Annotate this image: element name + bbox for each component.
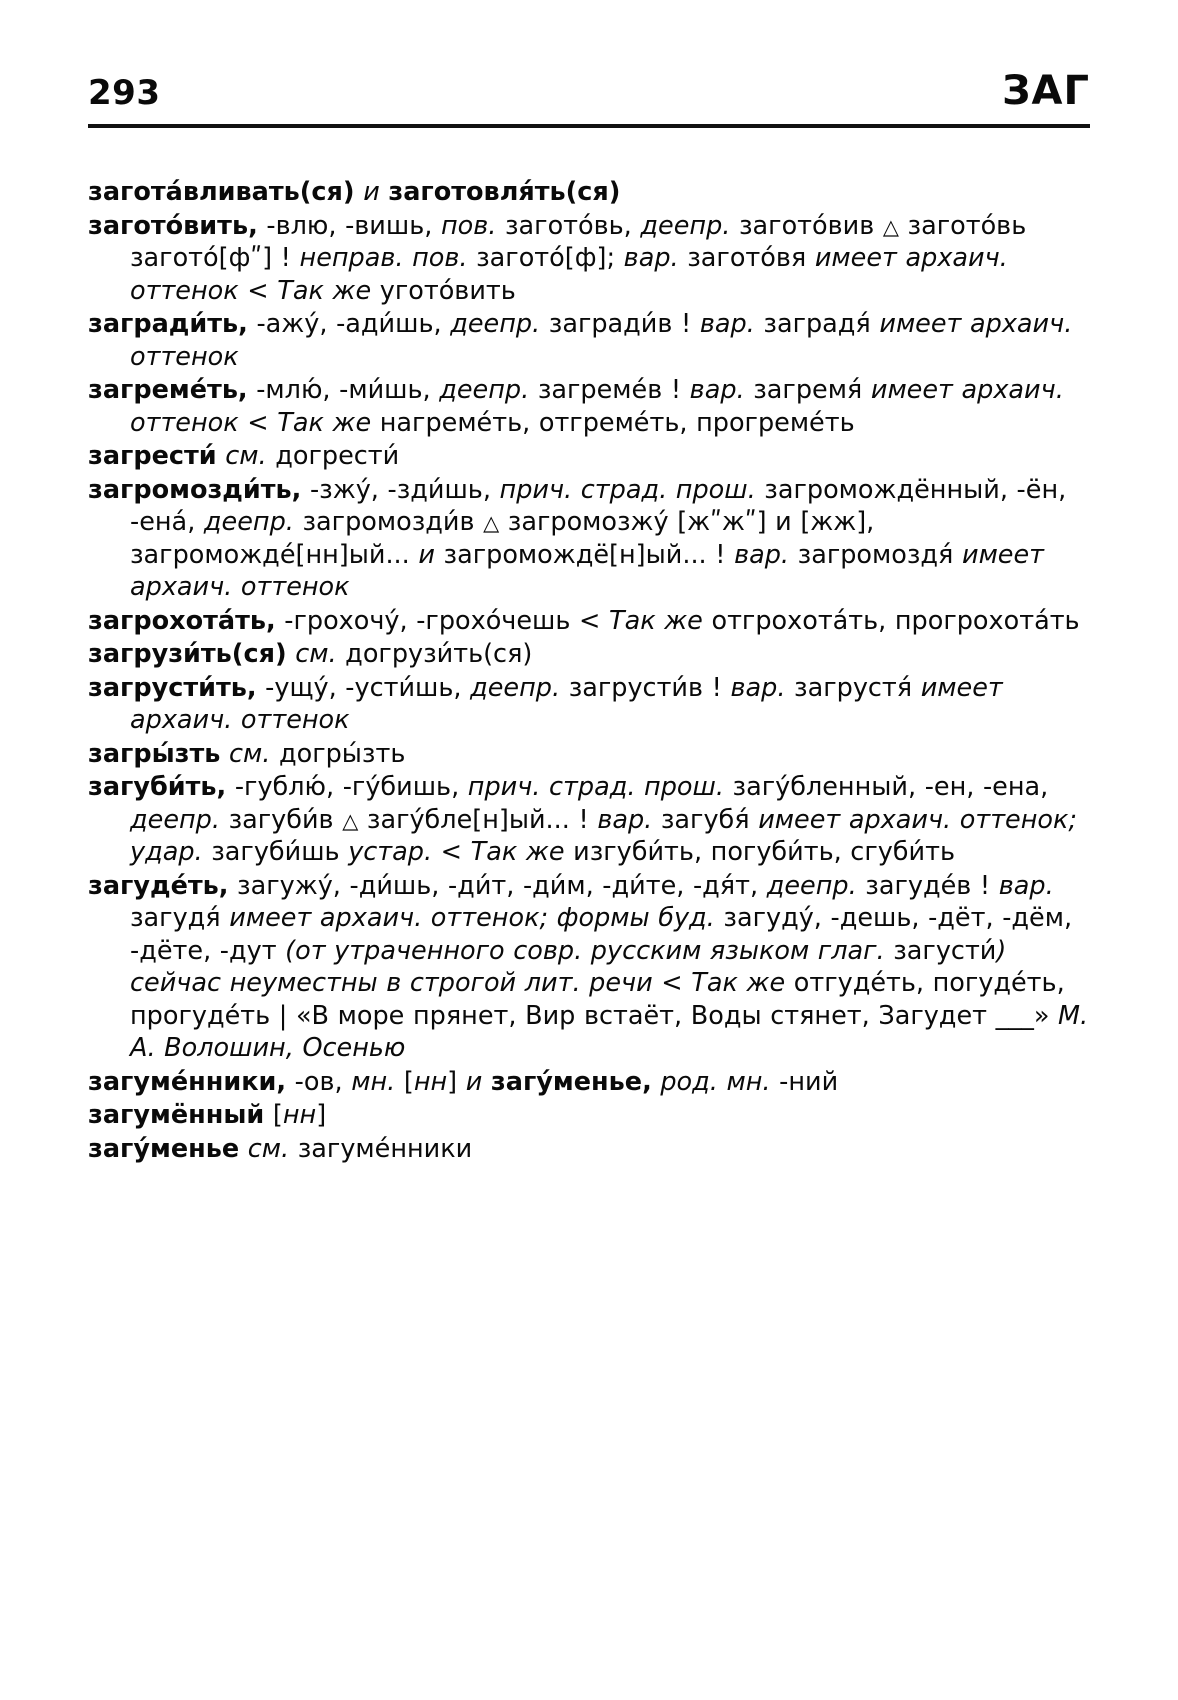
entry-label: вар. — [734, 539, 790, 570]
entry-label: имеет архаич. оттенок — [130, 539, 1045, 602]
entry-label: вар. — [699, 309, 755, 339]
entry-label: вар. — [730, 672, 786, 703]
entry-headword: загремéть, — [88, 375, 248, 405]
entry-text: заготó[ф]; — [467, 243, 624, 273]
entry-label: нн — [282, 1100, 317, 1130]
dictionary-entry — [88, 605, 1092, 638]
entry-text: -ний — [770, 1066, 839, 1097]
entry-text: < — [432, 837, 471, 867]
entry-text: загромозди́в — [293, 507, 484, 537]
entry-label: пов. — [440, 210, 497, 241]
entry-text: -ажý, -ади́шь, — [247, 309, 451, 339]
dictionary-entry — [88, 771, 1092, 869]
entry-label: вар. — [623, 243, 679, 273]
entry-text: загромоздя́ — [789, 539, 962, 570]
entry-text: ] — [447, 1066, 466, 1097]
dictionary-entry — [88, 870, 1092, 1065]
dictionary-entry — [88, 176, 1092, 209]
entry-text: заградя́ — [754, 309, 880, 339]
entry-text: отгрохотáть, прогрохотáть — [702, 605, 1080, 636]
dictionary-entry — [88, 672, 1092, 737]
entry-label: см. — [286, 639, 337, 669]
entry-headword: загудéть, — [88, 870, 229, 901]
entry-label: род. мн. — [660, 1066, 771, 1097]
entry-text — [482, 1067, 491, 1097]
entry-label: Так же — [470, 837, 565, 867]
entry-label: деепр. — [470, 672, 561, 703]
entry-text: загýбле[н]ый... ! — [358, 804, 598, 835]
entry-text: загубя́ — [652, 804, 759, 835]
entry-list — [88, 176, 1092, 1166]
dictionary-entry — [88, 1133, 1092, 1166]
dictionary-entry — [88, 1099, 1092, 1132]
entry-headword: загры́зть — [88, 738, 221, 769]
entry-headword: загрохотáть, — [88, 605, 276, 636]
entry-label: деепр. — [130, 804, 220, 835]
entry-text: -ущý, -усти́шь, — [256, 672, 471, 703]
entry-label: имеет архаич. оттенок — [130, 672, 1003, 735]
entry-text: догры́зть — [270, 738, 406, 769]
entry-label: Так же — [277, 275, 372, 306]
entry-headword: загýменье, — [490, 1066, 652, 1097]
entry-text: загромождё[н]ый... ! — [434, 539, 735, 570]
page-number: 293 — [88, 73, 161, 113]
entry-label: мн. — [351, 1066, 396, 1097]
entry-headword: заготóвить, — [88, 210, 258, 241]
entry-headword: загуби́ть, — [88, 772, 227, 802]
dictionary-entry — [88, 374, 1092, 439]
entry-label: вар. — [689, 375, 745, 405]
entry-label: деепр. — [640, 210, 731, 241]
dictionary-entry — [88, 440, 1092, 473]
entry-text: [ — [395, 1066, 414, 1097]
entry-text: отгудéть, погудéть, прогудéть | «В море прянет, Вир встаёт, Воды стянет, Загудет ___» — [130, 968, 1065, 1031]
entry-label: см. — [239, 1133, 290, 1164]
entry-text: загудя́ — [130, 903, 230, 933]
entry-headword: загумéнники, — [88, 1066, 287, 1097]
entry-headword: загрусти́ть, — [88, 672, 257, 703]
entry-text: догрести́ — [266, 441, 400, 471]
entry-headword: заготáвливать(ся) — [88, 177, 355, 207]
entry-label: Так же — [609, 605, 703, 636]
entry-text: -гублю́, -гýбишь, — [226, 772, 468, 802]
entry-text: загрустя́ — [785, 672, 921, 703]
entry-text: загремя́ — [744, 375, 871, 405]
entry-headword: загрести́ — [88, 441, 217, 471]
entry-label: деепр. — [450, 309, 541, 339]
entry-label: вар. — [597, 804, 653, 835]
entry-text: [ — [264, 1100, 283, 1130]
entry-text: загуби́в — [219, 804, 343, 835]
dictionary-entry — [88, 308, 1092, 373]
entry-label: деепр. — [766, 870, 857, 901]
entry-text: загромозжý [жʺжʺ] и [жж], загромождé[нн]ый... — [130, 507, 875, 570]
triangle-icon — [342, 805, 358, 835]
entry-text: < — [238, 407, 278, 438]
entry-text: -млю́, -ми́шь, — [247, 375, 440, 405]
entry-text: загудý, -дешь, -дёт, -дём, -дёте, -дут — [130, 903, 1073, 966]
entry-text: загужý, -ди́шь, -ди́т, -ди́м, -ди́те, -дя́т, — [228, 870, 767, 901]
entry-text: загусти́ — [884, 935, 997, 966]
entry-text: заготóвь, — [496, 210, 641, 241]
entry-label: деепр. — [203, 507, 294, 537]
entry-label: М. А. Волошин, Осенью — [130, 1000, 1089, 1063]
entry-text: заготóвя — [678, 243, 815, 273]
entry-headword: загромозди́ть, — [88, 474, 302, 505]
entry-label: имеет архаич. оттенок — [130, 375, 1064, 438]
entry-headword: загради́ть, — [88, 309, 248, 339]
entry-text: < — [238, 275, 278, 306]
entry-label: и — [465, 1066, 483, 1097]
entry-label: нн — [413, 1066, 448, 1097]
entry-label: см. — [216, 441, 267, 471]
entry-label: (от утраченного совр. русским языком глаг. — [285, 935, 885, 966]
entry-label: вар. — [998, 870, 1054, 901]
entry-label: деепр. — [439, 375, 530, 405]
entry-text: загромождённый, -ён, -енá, — [130, 474, 1067, 537]
entry-text: загудéв ! — [856, 870, 999, 901]
entry-text: уготóвить — [371, 275, 516, 306]
page-header — [88, 68, 1090, 114]
entry-text: < — [652, 968, 692, 998]
entry-text: -влю, -вишь, — [257, 210, 441, 241]
dictionary-entry — [88, 638, 1092, 671]
entry-text: догрузи́ть(ся) — [336, 639, 533, 669]
entry-label: имеет архаич. оттенок; формы буд. — [229, 903, 715, 933]
dictionary-entry — [88, 210, 1092, 308]
entry-label: прич. страд. прош. — [499, 474, 756, 505]
entry-label: имеет архаич. оттенок; удар. — [130, 804, 1078, 867]
entry-text: загради́в ! — [540, 309, 700, 339]
entry-label: и — [354, 177, 389, 207]
entry-text: заготóвив — [730, 210, 883, 241]
header-rule — [88, 124, 1090, 128]
entry-headword: заготовля́ть(ся) — [388, 177, 621, 207]
triangle-icon — [483, 507, 499, 537]
dictionary-entry — [88, 474, 1092, 604]
dictionary-entry — [88, 1066, 1092, 1099]
entry-headword: загýменье — [88, 1133, 240, 1164]
entry-text: нагремéть, отгремéть, прогремéть — [371, 407, 855, 438]
entry-text: загрусти́в ! — [560, 672, 731, 703]
entry-text: загремéв ! — [529, 375, 690, 405]
entry-label: Так же — [277, 407, 372, 438]
entry-label: и — [418, 539, 435, 570]
entry-label: устар. — [348, 837, 433, 867]
entry-headword: загумённый — [88, 1100, 265, 1130]
entry-text: загуби́шь — [202, 837, 349, 867]
entry-text: загумéнники — [289, 1133, 473, 1164]
entry-text: ] — [316, 1100, 327, 1130]
entry-text: заготóвь заготó[фʺ] ! — [130, 210, 1027, 273]
entry-label: имеет архаич. оттенок — [130, 309, 1073, 372]
entry-text: -грохочý, -грохóчешь < — [275, 605, 609, 636]
entry-text: загýбленный, -ен, -ена, — [723, 772, 1049, 802]
dictionary-entry — [88, 738, 1092, 771]
entry-label: см. — [220, 738, 271, 769]
entry-label: Так же — [691, 968, 786, 998]
entry-text: -ов, — [286, 1066, 352, 1097]
triangle-icon — [883, 211, 899, 241]
entry-label: имеет архаич. оттенок — [130, 243, 1008, 306]
entry-label: ) сейчас неуместны в строгой лит. речи — [130, 935, 1007, 998]
running-head: ЗАГ — [1002, 68, 1090, 114]
entry-label: прич. страд. прош. — [467, 772, 724, 802]
entry-text: изгуби́ть, погуби́ть, сгуби́ть — [564, 837, 955, 867]
entry-text: -зжý, -зди́шь, — [301, 474, 500, 505]
entry-label: неправ. пов. — [299, 243, 468, 273]
entry-headword: загрузи́ть(ся) — [88, 639, 287, 669]
